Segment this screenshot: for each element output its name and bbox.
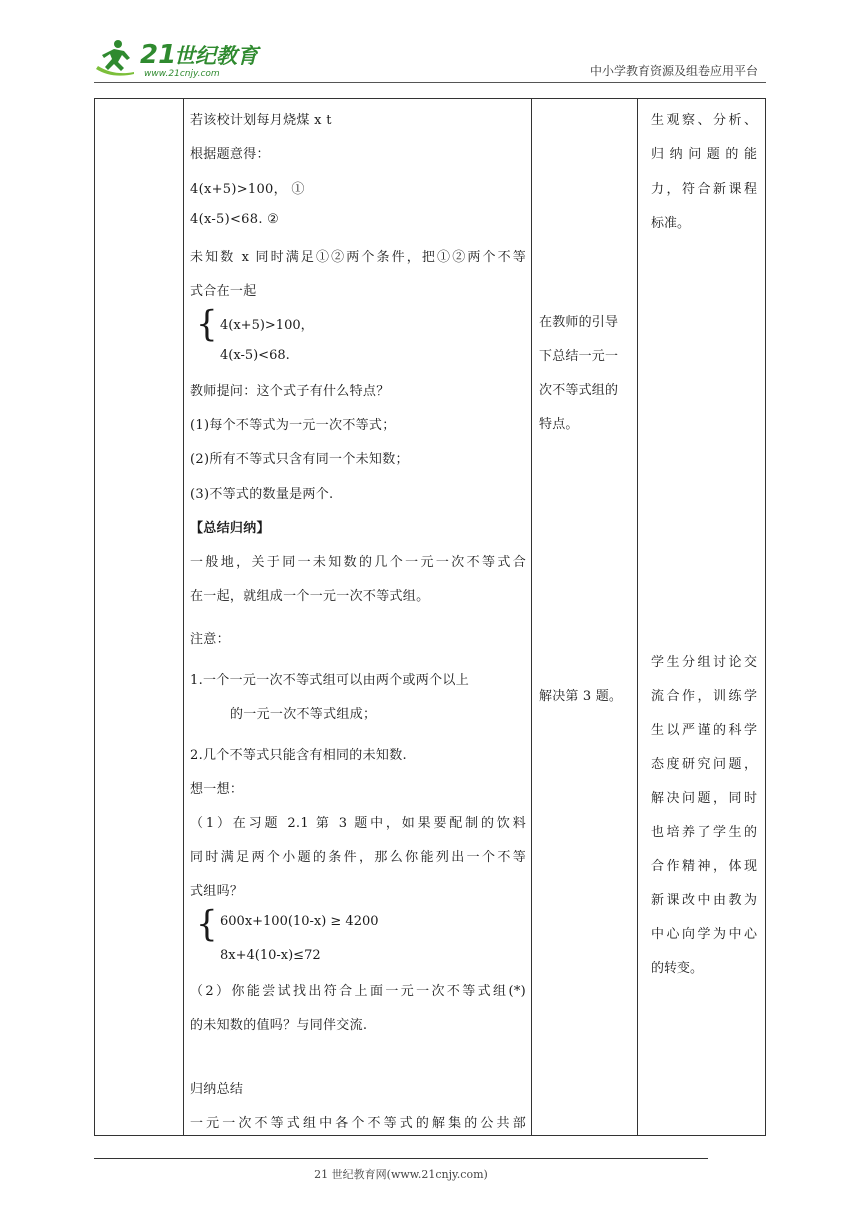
content-line: 的一元一次不等式组成； (230, 707, 377, 722)
content-line: 1.一个一元一次不等式组可以由两个或两个以上 (190, 673, 470, 688)
footer-text: 21 世纪教育网(www.21cnjy.com) (314, 1168, 488, 1181)
intent-line: 新课改中由教为 (651, 893, 757, 908)
table-col-divider (183, 99, 184, 1135)
content-line: 式组吗？ (190, 884, 244, 899)
content-line: (1)每个不等式为一元一次不等式； (190, 418, 396, 433)
activity-line: 在教师的引导 (539, 315, 619, 330)
system-inequality: 600x+100(10-x) ≥ 4200 (220, 914, 379, 929)
content-line: 式合在一起 (190, 284, 257, 299)
system-inequality: 4(x+5)>100， (220, 318, 314, 333)
brace-icon: { (196, 903, 218, 945)
intent-line: 归纳问题的能 (651, 147, 757, 162)
intent-line: 标准。 (651, 216, 691, 231)
content-line: 4(x+5)>100， ① (190, 182, 305, 197)
brace-icon: { (196, 303, 218, 345)
activity-line: 解决第 3 题。 (539, 689, 623, 704)
content-line: 归纳总结 (190, 1082, 244, 1097)
footer-divider (94, 1158, 708, 1159)
logo-text: 世纪教育 (174, 44, 258, 68)
activity-line: 下总结一元一 (539, 349, 619, 364)
content-line: 在一起，就组成一个一元一次不等式组。 (190, 589, 430, 604)
lesson-table (94, 98, 766, 1136)
system-inequality: 4(x-5)<68. (220, 348, 290, 363)
intent-line: 生观察、分析、 (651, 113, 757, 128)
intent-line: 也培养了学生的 (651, 825, 757, 840)
intent-line: 流合作，训练学 (651, 689, 757, 704)
activity-line: 次不等式组的 (539, 383, 619, 398)
content-line: 想一想： (190, 782, 244, 797)
content-line: (3)不等式的数量是两个. (190, 487, 334, 502)
content-line: (2)所有不等式只含有同一个未知数； (190, 452, 409, 467)
intent-line: 的转变。 (651, 961, 704, 976)
logo-mark: 21 (140, 40, 177, 70)
system-inequality: 8x+4(10-x)≤72 (220, 948, 321, 963)
content-line: 4(x-5)<68. ② (190, 212, 280, 227)
intent-line: 解决问题，同时 (651, 791, 757, 806)
table-col-divider (637, 99, 638, 1135)
runner-icon (96, 40, 134, 76)
site-logo (94, 36, 264, 80)
content-line: 一元一次不等式组中各个不等式的解集的公共部 (190, 1116, 526, 1131)
logo-url: www.21cnjy.com (144, 69, 220, 79)
content-line: 教师提问：这个式子有什么特点？ (190, 384, 390, 399)
header-divider (94, 82, 766, 83)
platform-label: 中小学教育资源及组卷应用平台 (589, 64, 758, 78)
intent-line: 合作精神，体现 (651, 859, 757, 874)
content-line: 的未知数的值吗？与同伴交流. (190, 1018, 368, 1033)
content-line: 若该校计划每月烧煤 x t (190, 113, 332, 128)
content-line: 注意： (190, 632, 230, 647)
intent-line: 生以严谨的科学 (651, 723, 757, 738)
content-line: （1）在习题 2.1 第 3 题中，如果要配制的饮料 (190, 816, 526, 831)
content-line: 根据题意得： (190, 147, 270, 162)
content-line: （2）你能尝试找出符合上面一元一次不等式组(*) (190, 984, 526, 999)
content-line: 同时满足两个小题的条件，那么你能列出一个不等 (190, 850, 526, 865)
intent-line: 学生分组讨论交 (651, 655, 757, 670)
intent-line: 力，符合新课程 (651, 182, 757, 197)
content-line: 2.几个不等式只能含有相同的未知数. (190, 748, 407, 763)
table-col-divider (531, 99, 532, 1135)
section-heading: 【总结归纳】 (190, 521, 270, 536)
intent-line: 态度研究问题， (651, 757, 757, 772)
intent-line: 中心向学为中心 (651, 927, 757, 942)
content-line: 一般地，关于同一未知数的几个一元一次不等式合 (190, 555, 526, 570)
activity-line: 特点。 (539, 417, 579, 432)
content-line: 未知数 x 同时满足①②两个条件，把①②两个不等 (190, 250, 526, 265)
